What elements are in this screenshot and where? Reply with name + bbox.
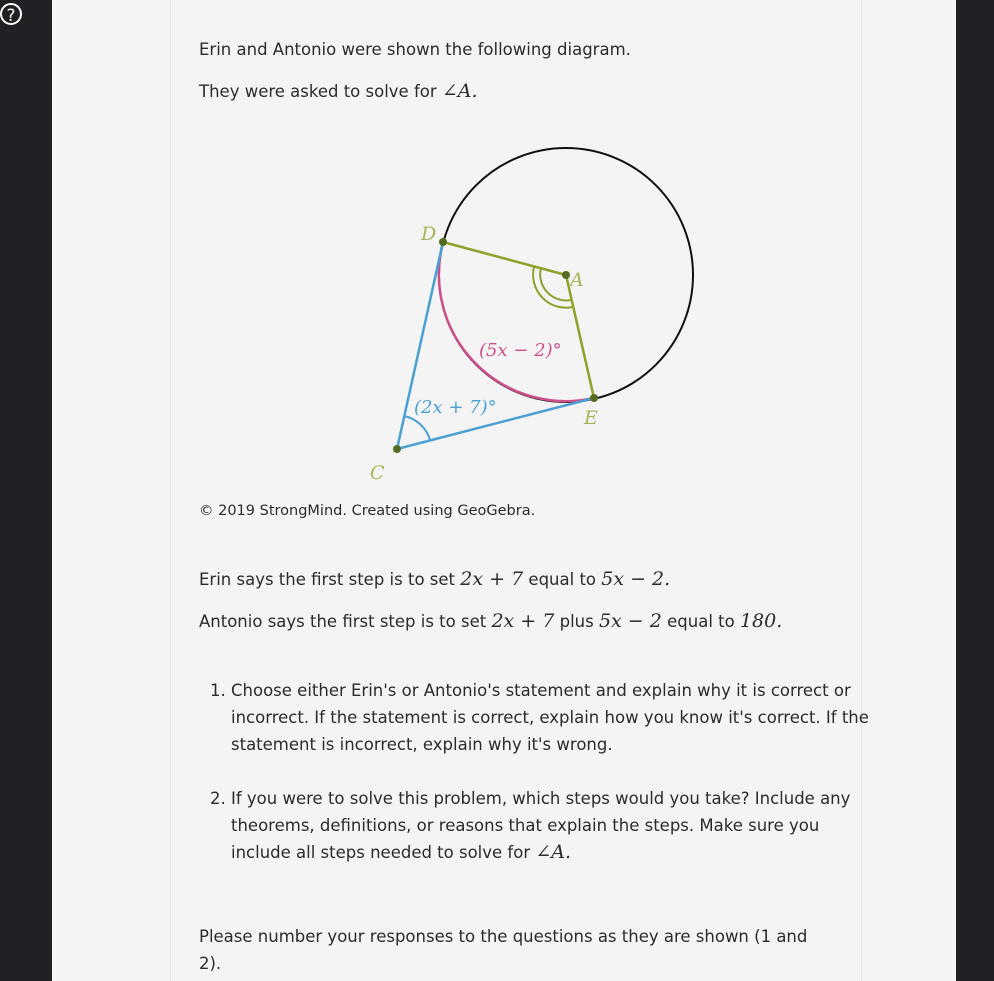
math-angle-a: ∠A. [441, 80, 478, 102]
antonio-statement [199, 608, 782, 635]
question-1: 1. Choose either Erin's or Antonio's statement and explain why it is correct or incorrect. If the statement is correct, explain how you know it's correct. If the statement is incorrect, explain why it's wrong. [231, 677, 871, 758]
footer-instructions: Please number your responses to the questions as they are shown (1 and 2). [199, 927, 808, 973]
erin-prefix: Erin says the first step is to set [199, 570, 461, 589]
point-d [439, 238, 447, 246]
math: 5x − 2. [601, 568, 671, 590]
angle-c-label: (2x + 7)° [414, 397, 497, 418]
antonio-mid2: equal to [661, 612, 740, 631]
label-e: E [584, 407, 598, 429]
point-e [590, 394, 598, 402]
label-d: D [421, 223, 437, 245]
math: 2x + 7 [460, 568, 524, 590]
erin-statement [199, 566, 670, 593]
math-angle-a: ∠A. [535, 841, 572, 863]
arc-label: (5x − 2)° [479, 340, 562, 361]
label-c: C [370, 462, 385, 484]
credit: © 2019 StrongMind. Created using GeoGebra. [199, 503, 536, 519]
label-a: A [570, 269, 584, 291]
question-2 [231, 785, 871, 866]
erin-mid: equal to [523, 570, 602, 589]
radius-ae [566, 275, 594, 398]
intro-text: Erin and Antonio were shown the following diagram. [199, 40, 631, 59]
help-icon[interactable]: ? [0, 3, 22, 25]
angle-c-marker [404, 416, 430, 440]
radius-ad [443, 242, 566, 275]
question-2-text: If you were to solve this problem, which steps would you take? Include any theorems, definitions, or reasons that explain the steps. Make sure you include all steps needed to solve for [231, 789, 851, 862]
question-list [199, 677, 871, 893]
point-a [562, 271, 570, 279]
antonio-mid: plus [554, 612, 599, 631]
math: 2x + 7 [491, 610, 555, 632]
task-prefix: They were asked to solve for [199, 82, 442, 101]
minor-arc-de [439, 242, 594, 401]
math: 5x − 2 [598, 610, 662, 632]
point-c [393, 445, 401, 453]
math: 180. [739, 610, 783, 632]
antonio-prefix: Antonio says the first step is to set [199, 612, 492, 631]
